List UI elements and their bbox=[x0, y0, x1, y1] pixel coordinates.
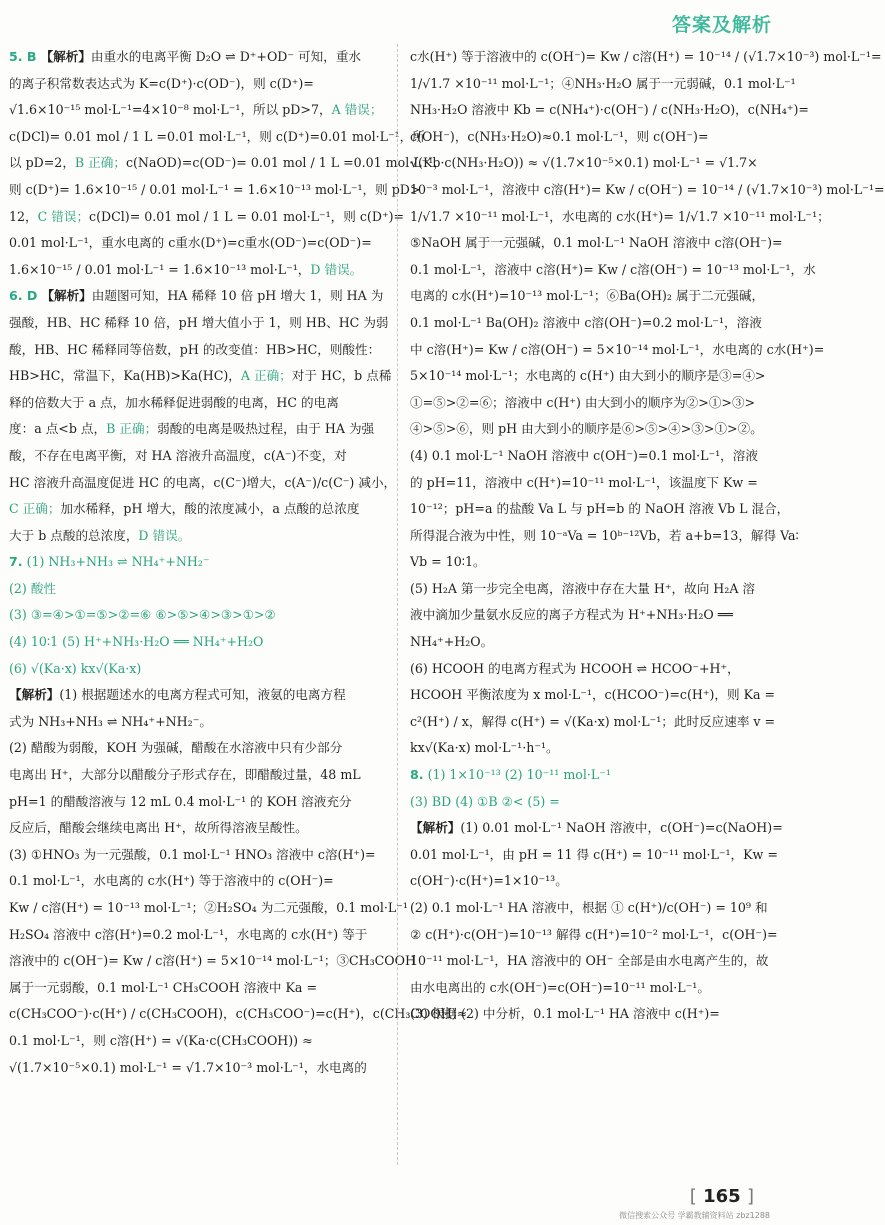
body-text: 加水稀释，pH 增大，酸的浓度减小，a 点酸的总浓度 bbox=[60, 501, 360, 517]
answer-text: B 正确； bbox=[74, 155, 126, 171]
text-line bbox=[9, 97, 385, 124]
text-line bbox=[9, 895, 408, 922]
answer-text: (3) BD (4) ①B ②< (5) = bbox=[410, 793, 560, 809]
question-number: 8. bbox=[410, 767, 424, 783]
body-text: 属于一元弱酸，0.1 mol·L⁻¹ CH₃COOH 溶液中 Ka = bbox=[9, 979, 317, 995]
text-line bbox=[410, 842, 784, 869]
text-line bbox=[9, 629, 385, 656]
question-number: 5. B bbox=[9, 49, 37, 64]
text-line bbox=[410, 948, 784, 975]
body-text: (2) 0.1 mol·L⁻¹ HA 溶液中，根据 ① c(H⁺)/c(OH⁻) = 10⁹ 和 bbox=[410, 900, 768, 915]
text-line bbox=[9, 150, 446, 177]
body-text: (6) HCOOH 的电离方程式为 HCOOH ⇌ HCOO⁻+H⁺， bbox=[410, 660, 740, 676]
text-line bbox=[410, 975, 784, 1002]
body-text: pH=1 的醋酸溶液与 12 mL 0.4 mol·L⁻¹ 的 KOH 溶液充分 bbox=[9, 793, 352, 809]
body-text: NH₄⁺+H₂O。 bbox=[410, 634, 494, 650]
text-line bbox=[9, 283, 385, 310]
column-divider bbox=[397, 44, 398, 1165]
text-line bbox=[9, 204, 405, 231]
answer-text: C 错误； bbox=[37, 208, 90, 224]
body-text: 0.01 mol·L⁻¹，重水电离的 c重水(D⁺)=c重水(OD⁻)=c(OD⁻)= bbox=[9, 235, 372, 251]
text-line bbox=[410, 470, 784, 497]
body-text: 酸，HB、HC 稀释同等倍数，pH 的改变值：HB>HC，则酸性： bbox=[9, 341, 381, 357]
body-text: 对于 HC，b 点稀 bbox=[291, 368, 392, 384]
body-text: c水(H⁺) 等于溶液中的 c(OH⁻)= Kw / c溶(H⁺) = 10⁻¹⁴ / (√1.7×10⁻³) mol·L⁻¹= bbox=[410, 49, 882, 64]
text-line bbox=[410, 602, 784, 629]
answer-text: (1) 1×10⁻¹³ (2) 10⁻¹¹ mol·L⁻¹ bbox=[427, 767, 611, 783]
text-line bbox=[9, 735, 385, 762]
text-line bbox=[410, 735, 784, 762]
answer-text: (2) 酸性 bbox=[9, 580, 57, 596]
text-line bbox=[9, 948, 416, 975]
body-text: √(Kb·c(NH₃·H₂O)) ≈ √(1.7×10⁻⁵×0.1) mol·L⁻¹ = √1.7× bbox=[410, 155, 758, 171]
body-text: HCOOH 平衡浓度为 x mol·L⁻¹，c(HCOO⁻)=c(H⁺)，则 Ka = bbox=[410, 687, 776, 703]
body-text: c²(H⁺) / x，解得 c(H⁺) = √(Ka·x) mol·L⁻¹；此时反应速率 v = bbox=[410, 713, 776, 729]
body-text: NH₃·H₂O 溶液中 Kb = c(NH₄⁺)·c(OH⁻) / c(NH₃·H₂O)，c(NH₄⁺)= bbox=[410, 102, 809, 118]
text-line bbox=[9, 523, 385, 550]
text-line bbox=[410, 44, 882, 71]
body-text: (3) 根据 (2) 中分析，0.1 mol·L⁻¹ HA 溶液中 c(H⁺)= bbox=[410, 1006, 720, 1022]
body-text: (4) 0.1 mol·L⁻¹ NaOH 溶液中 c(OH⁻)=0.1 mol·L⁻¹，溶液 bbox=[410, 447, 758, 463]
text-line bbox=[410, 337, 825, 364]
text-line bbox=[410, 762, 784, 789]
body-text: √1.6×10⁻¹⁵ mol·L⁻¹=4×10⁻⁸ mol·L⁻¹，所以 pD>7， bbox=[9, 102, 332, 118]
answer-text: (6) √(Ka·x) kx√(Ka·x) bbox=[9, 660, 142, 676]
text-line bbox=[410, 443, 784, 470]
text-line bbox=[410, 124, 784, 151]
body-text: c(DCl)= 0.01 mol / 1 L =0.01 mol·L⁻¹，则 c(D⁺)=0.01 mol·L⁻¹，所 bbox=[9, 128, 425, 144]
text-line bbox=[9, 496, 385, 523]
text-line bbox=[410, 922, 784, 949]
body-text: 0.1 mol·L⁻¹，则 c溶(H⁺) = √(Ka·c(CH₃COOH)) ≈ bbox=[9, 1032, 313, 1048]
body-text: kx√(Ka·x) mol·L⁻¹·h⁻¹。 bbox=[410, 740, 559, 756]
body-text: ①=⑤>②=⑥；溶液中 c(H⁺) 由大到小的顺序为②>①>③> bbox=[410, 394, 756, 410]
body-text: 0.1 mol·L⁻¹，溶液中 c溶(H⁺)= Kw / c溶(OH⁻) = 10⁻¹³ mol·L⁻¹，水 bbox=[410, 261, 816, 277]
body-text: H₂SO₄ 溶液中 c溶(H⁺)=0.2 mol·L⁻¹，水电离的 c水(H⁺) 等于 bbox=[9, 926, 368, 942]
text-line bbox=[9, 842, 385, 869]
body-text: (1) 根据题述水的电离方程式可知，液氨的电离方程 bbox=[59, 687, 346, 703]
body-text: 0.1 mol·L⁻¹ Ba(OH)₂ 溶液中 c溶(OH⁻)=0.2 mol·L⁻¹，溶液 bbox=[410, 314, 762, 330]
text-line bbox=[410, 789, 784, 816]
right-column bbox=[410, 44, 885, 1165]
text-line bbox=[9, 602, 385, 629]
answer-text: (3) ③=④>①=⑤>②=⑥ ⑥>⑤>④>③>①>② bbox=[9, 607, 276, 623]
body-text: ④>⑤>⑥，则 pH 由大到小的顺序是⑥>⑤>④>③>①>②。 bbox=[410, 421, 763, 437]
page-number: [ 165 ] bbox=[689, 1186, 754, 1207]
question-number: 6. D bbox=[9, 288, 38, 304]
text-line bbox=[9, 975, 385, 1002]
body-text: 0.1 mol·L⁻¹，水电离的 c水(H⁺) 等于溶液中的 c(OH⁻)= bbox=[9, 873, 334, 889]
body-text: 由水电离出的 c水(OH⁻)=c(OH⁻)=10⁻¹¹ mol·L⁻¹。 bbox=[410, 979, 710, 995]
body-text: 0.01 mol·L⁻¹，由 pH = 11 得 c(H⁺) = 10⁻¹¹ mol·L⁻¹，Kw = bbox=[410, 846, 778, 862]
text-line bbox=[9, 230, 385, 257]
text-line bbox=[9, 709, 385, 736]
body-text: c(NaOD)=c(OD⁻)= 0.01 mol / 1 L =0.01 mol·L⁻¹， bbox=[125, 155, 446, 171]
body-text: 由题图可知，HA 稀释 10 倍 pH 增大 1，则 HA 为 bbox=[91, 288, 384, 304]
question-number: 7. bbox=[9, 554, 23, 570]
text-line bbox=[410, 815, 784, 842]
analysis-tag: 【解析】 bbox=[9, 687, 60, 703]
body-text: Kw / c溶(H⁺) = 10⁻¹³ mol·L⁻¹；②H₂SO₄ 为二元强酸，0.1 mol·L⁻¹ bbox=[9, 900, 408, 915]
body-text: c(OH⁻)，c(NH₃·H₂O)≈0.1 mol·L⁻¹，则 c(OH⁻)= bbox=[410, 128, 709, 144]
text-line bbox=[410, 230, 784, 257]
text-line bbox=[9, 44, 385, 71]
body-text: 弱酸的电离是吸热过程，由于 HA 为强 bbox=[157, 421, 375, 437]
text-line bbox=[410, 576, 784, 603]
body-text: ② c(H⁺)·c(OH⁻)=10⁻¹³ 解得 c(H⁺)=10⁻² mol·L⁻¹，c(OH⁻)= bbox=[410, 926, 778, 942]
body-text: 溶液中的 c(OH⁻)= Kw / c溶(H⁺) = 5×10⁻¹⁴ mol·L⁻¹；③CH₃COOH bbox=[9, 953, 416, 969]
body-text: 则 c(D⁺)= 1.6×10⁻¹⁵ / 0.01 mol·L⁻¹ = 1.6×10⁻¹³ mol·L⁻¹，则 pD> bbox=[9, 181, 421, 197]
text-line bbox=[9, 177, 421, 204]
text-line bbox=[410, 549, 784, 576]
text-line bbox=[9, 762, 385, 789]
text-line bbox=[410, 496, 790, 523]
body-text: 10⁻³ mol·L⁻¹，溶液中 c溶(H⁺)= Kw / c(OH⁻) = 10⁻¹⁴ / (√1.7×10⁻³) mol·L⁻¹= bbox=[410, 181, 885, 197]
answer-text: A 错误； bbox=[331, 102, 383, 118]
body-text: HC 溶液升高温度促进 HC 的电离，c(C⁻)增大，c(A⁻)/c(C⁻) 减小， bbox=[9, 474, 397, 490]
text-line bbox=[410, 1001, 784, 1028]
watermark: 微信搜索公众号 学霸教辅资料站 zbz1288 bbox=[619, 1211, 770, 1220]
body-text: HB>HC，常温下，Ka(HB)>Ka(HC)， bbox=[9, 368, 241, 384]
body-text: ⑤NaOH 属于一元强碱，0.1 mol·L⁻¹ NaOH 溶液中 c溶(OH⁻)= bbox=[410, 235, 783, 251]
text-line bbox=[9, 922, 385, 949]
text-line bbox=[410, 868, 784, 895]
body-text: 10⁻¹¹ mol·L⁻¹，HA 溶液中的 OH⁻ 全部是由水电离产生的，故 bbox=[410, 953, 769, 969]
text-line bbox=[410, 177, 885, 204]
body-text: 度：a 点<b 点， bbox=[9, 421, 107, 437]
text-line bbox=[410, 682, 784, 709]
answer-text: D 错误。 bbox=[138, 527, 191, 543]
text-line bbox=[410, 416, 784, 443]
text-line bbox=[410, 97, 809, 124]
answer-text: B 正确； bbox=[106, 421, 158, 437]
body-text: c(OH⁻)·c(H⁺)=1×10⁻¹³。 bbox=[410, 873, 568, 889]
text-line bbox=[9, 789, 385, 816]
body-text: 反应后，醋酸会继续电离出 H⁺，故所得溶液呈酸性。 bbox=[9, 820, 308, 836]
text-line bbox=[410, 363, 784, 390]
body-text: √(1.7×10⁻⁵×0.1) mol·L⁻¹ = √1.7×10⁻³ mol·L⁻¹，水电离的 bbox=[9, 1059, 367, 1075]
body-text: 1/√1.7 ×10⁻¹¹ mol·L⁻¹；④NH₃·H₂O 属于一元弱碱，0.1 mol·L⁻¹ bbox=[410, 75, 796, 91]
body-text: 强酸，HB、HC 稀释 10 倍，pH 增大值小于 1，则 HB、HC 为弱 bbox=[9, 314, 389, 330]
text-line bbox=[9, 470, 397, 497]
analysis-tag: 【解析】 bbox=[40, 49, 91, 64]
answer-text: D 错误。 bbox=[310, 261, 363, 277]
body-text: 酸，不存在电离平衡，对 HA 溶液升高温度，c(A⁻)不变，对 bbox=[9, 447, 347, 463]
body-text: c(CH₃COO⁻)·c(H⁺) / c(CH₃COOH)，c(CH₃COO⁻)=c(H⁺)，c(CH₃COOH)≈ bbox=[9, 1006, 468, 1022]
answer-text: (1) NH₃+NH₃ ⇌ NH₄⁺+NH₂⁻ bbox=[26, 554, 210, 570]
body-text: 电离出 H⁺，大部分以醋酸分子形式存在，即醋酸过量，48 mL bbox=[9, 767, 361, 783]
text-line bbox=[9, 443, 385, 470]
body-text: 10⁻¹²；pH=a 的盐酸 Va L 与 pH=b 的 NaOH 溶液 Vb L 混合， bbox=[410, 501, 790, 517]
text-line bbox=[410, 523, 799, 550]
body-text: c(DCl)= 0.01 mol / 1 L = 0.01 mol·L⁻¹，则 c(D⁺)= bbox=[89, 208, 405, 224]
text-line bbox=[410, 390, 784, 417]
text-line bbox=[9, 257, 385, 284]
text-line bbox=[410, 71, 796, 98]
body-text: 12， bbox=[9, 208, 38, 224]
text-line bbox=[9, 337, 385, 364]
text-line bbox=[9, 576, 385, 603]
body-text: 释的倍数大于 a 点，加水稀释促进弱酸的电离，HC 的电离 bbox=[9, 394, 339, 410]
body-text: 液中滴加少量氨水反应的离子方程式为 H⁺+NH₃·H₂O ══ bbox=[410, 607, 733, 623]
answer-text: (4) 10∶1 (5) H⁺+NH₃·H₂O ══ NH₄⁺+H₂O bbox=[9, 634, 264, 650]
text-line bbox=[9, 1001, 468, 1028]
body-text: 的 pH=11，溶液中 c(H⁺)=10⁻¹¹ mol·L⁻¹，该温度下 Kw = bbox=[410, 474, 758, 490]
text-line bbox=[9, 390, 385, 417]
body-text: (1) 0.01 mol·L⁻¹ NaOH 溶液中，c(OH⁻)=c(NaOH)= bbox=[460, 820, 783, 836]
body-text: 电离的 c水(H⁺)=10⁻¹³ mol·L⁻¹；⑥Ba(OH)₂ 属于二元强碱， bbox=[410, 288, 765, 304]
body-text: 5×10⁻¹⁴ mol·L⁻¹；水电离的 c(H⁺) 由大到小的顺序是③=④> bbox=[410, 368, 766, 384]
text-line bbox=[410, 257, 816, 284]
body-text: 式为 NH₃+NH₃ ⇌ NH₄⁺+NH₂⁻。 bbox=[9, 713, 212, 729]
text-line bbox=[410, 204, 830, 231]
text-line bbox=[9, 1028, 385, 1055]
text-line bbox=[9, 656, 385, 683]
text-line bbox=[9, 815, 385, 842]
text-line bbox=[9, 1055, 385, 1082]
text-line bbox=[410, 150, 784, 177]
body-text: (3) ①HNO₃ 为一元强酸，0.1 mol·L⁻¹ HNO₃ 溶液中 c溶(H⁺)= bbox=[9, 846, 376, 862]
text-line bbox=[9, 868, 385, 895]
analysis-tag: 【解析】 bbox=[41, 288, 92, 304]
text-line bbox=[9, 363, 392, 390]
text-line bbox=[9, 682, 385, 709]
text-line bbox=[410, 283, 784, 310]
body-text: (2) 醋酸为弱酸，KOH 为强碱，醋酸在水溶液中只有少部分 bbox=[9, 740, 343, 756]
analysis-tag: 【解析】 bbox=[410, 820, 461, 836]
body-text: 所得混合液为中性，则 10⁻ᵃVa = 10ᵇ⁻¹²Vb，若 a+b=13，解得 Va∶ bbox=[410, 527, 799, 543]
text-line bbox=[9, 310, 389, 337]
body-text: 1.6×10⁻¹⁵ / 0.01 mol·L⁻¹ = 1.6×10⁻¹³ mol·L⁻¹， bbox=[9, 261, 311, 277]
text-line bbox=[410, 310, 784, 337]
body-text: 1/√1.7 ×10⁻¹¹ mol·L⁻¹，水电离的 c水(H⁺)= 1/√1.7 ×10⁻¹¹ mol·L⁻¹； bbox=[410, 208, 830, 224]
text-line bbox=[410, 656, 784, 683]
section-header: 答案及解析 bbox=[671, 14, 772, 36]
body-text: 中 c溶(H⁺)= Kw / c溶(OH⁻) = 5×10⁻¹⁴ mol·L⁻¹，水电离的 c水(H⁺)= bbox=[410, 341, 825, 357]
body-text: (5) H₂A 第一步完全电离，溶液中存在大量 H⁺，故向 H₂A 溶 bbox=[410, 580, 756, 596]
text-line bbox=[9, 71, 385, 98]
body-text: 的离子积常数表达式为 K=c(D⁺)·c(OD⁻)，则 c(D⁺)= bbox=[9, 75, 314, 91]
text-line bbox=[410, 629, 784, 656]
text-line bbox=[9, 124, 425, 151]
answer-text: A 正确； bbox=[240, 368, 292, 384]
text-line bbox=[410, 709, 784, 736]
body-text: Vb = 10∶1。 bbox=[410, 554, 486, 570]
body-text: 大于 b 点酸的总浓度， bbox=[9, 527, 139, 543]
text-line bbox=[9, 549, 385, 576]
text-line bbox=[9, 416, 385, 443]
text-line bbox=[410, 895, 784, 922]
body-text: 以 pD=2， bbox=[9, 155, 75, 171]
body-text: 由重水的电离平衡 D₂O ⇌ D⁺+OD⁻ 可知，重水 bbox=[90, 49, 362, 64]
answer-text: C 正确； bbox=[9, 501, 61, 517]
